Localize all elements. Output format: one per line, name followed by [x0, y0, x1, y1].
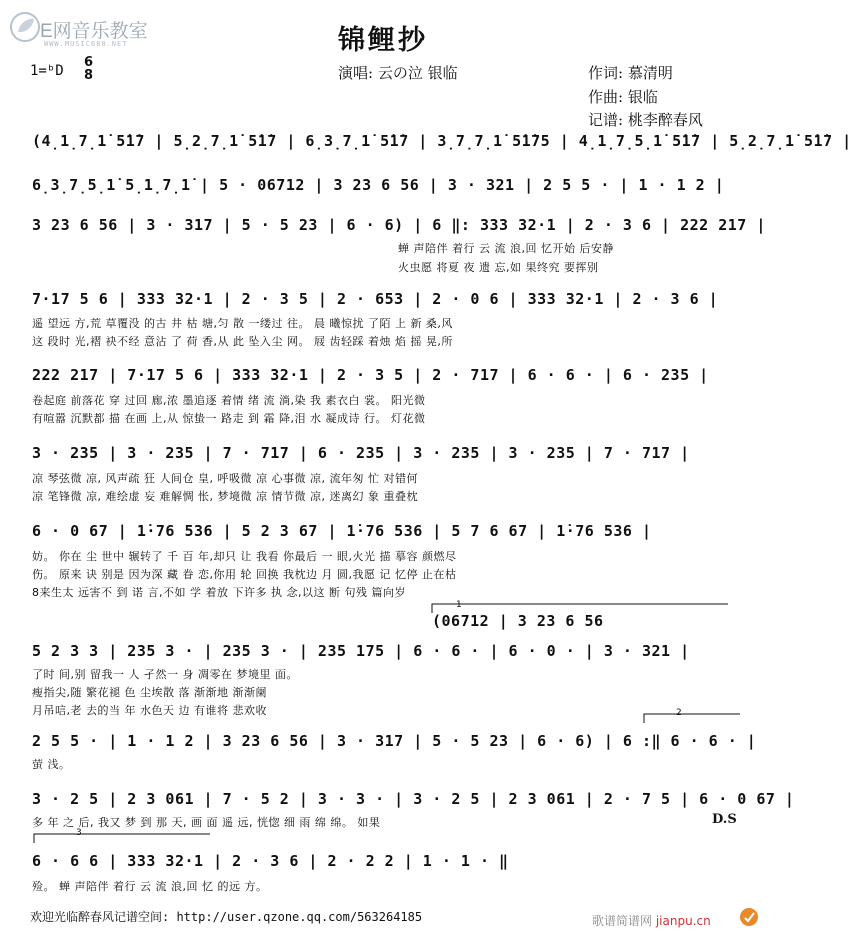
logo-text: E网音乐教室	[40, 21, 148, 42]
lyric-row-11: 殓。 蝉 声陪伴 着行 云 流 浪,回 忆 的远 方。	[32, 880, 268, 893]
music-row-2: 6̣3̣7̣5̣1̇ 5̣1̣7̣1̇ | 5 · 06712 | 3 23 6 56 | 3 · 321 | 2 5 5 · | 1 · 1 2 |	[32, 176, 725, 194]
time-sig-top: 6	[84, 55, 94, 70]
lyricist: 作词: 慕清明	[588, 64, 673, 82]
watermark-url: jianpu.cn	[655, 914, 711, 928]
lyric-row-8-verse-3: 月吊唁,老 去的当 年 水色天 边 有谁将 悲欢收	[32, 704, 267, 717]
music-row-6: 3 · 235 | 3 · 235 | 7 · 717 | 6 · 235 | 3 · 235 | 3 · 235 | 7 · 717 |	[32, 444, 690, 462]
lyric-row-7-verse-2: 伤。 原来 诀 别是 因为深 藏 眷 恋,你用 轮 回换 我枕边 月 圆,我愿 记 忆停 止在枯	[32, 568, 457, 581]
composer: 作曲: 银临	[588, 88, 658, 106]
ds-marker: D.S	[712, 812, 737, 827]
music-row-8: 5 2 3 3 | 235 3 · | 235 3 · | 235 175 | 6 · 6 · | 6 · 0 · | 3 · 321 |	[32, 642, 690, 660]
lyric-row-3-verse-2: 火虫愿 将夏 夜 遗 忘,如 果终究 要挥别	[398, 261, 599, 274]
lyric-row-6-verse-1: 凉 琴弦微 凉, 风声疏 狂 人间仓 皇, 呼吸微 凉 心事微 凉, 流年匆 忙 对错何	[32, 472, 418, 485]
transcriber: 记谱: 桃李醉春风	[588, 111, 703, 129]
volta-label-2: 2	[676, 708, 682, 718]
music-row-5: 222 217 | 7·17 5 6 | 333 32·1 | 2 · 3 5 | 2 · 717 | 6 · 6 · | 6 · 235 |	[32, 366, 709, 384]
music-row-9: 2 5 5 · | 1 · 1 2 | 3 23 6 56 | 3 · 317 | 5 · 5 23 | 6 · 6) | 6 :‖ 6 · 6 · |	[32, 732, 757, 750]
music-row-10: 3 · 2 5 | 2 3 061 | 7 · 5 2 | 3 · 3 · | 3 · 2 5 | 2 3 061 | 2 · 7 5 | 6 · 0 67 |	[32, 790, 795, 808]
watermark	[592, 912, 711, 929]
lyric-row-8-verse-1: 了时 间,别 留我一 人 孑然一 身 凋零在 梦境里 面。	[32, 668, 298, 681]
song-title: 锦鲤抄	[338, 25, 428, 56]
lyric-row-10: 多 年 之 后, 我又 梦 到 那 天, 画 面 遥 远, 恍惚 细 雨 绵 绵。 如果	[32, 816, 381, 829]
lyric-row-8-verse-2: 瘦指尖,随 繁花褪 色 尘埃散 落 渐渐地 渐渐阑	[32, 686, 267, 699]
volta-bracket-2	[642, 710, 742, 724]
logo-url: WWW.MUSIC688.NET	[44, 40, 128, 48]
time-signature	[84, 56, 93, 82]
pickup-fragment: (06712 | 3 23 6 56	[432, 612, 604, 630]
lyric-row-3-verse-1: 蝉 声陪伴 着行 云 流 浪,回 忆开始 后安静	[398, 242, 614, 255]
music-row-3: 3 23 6 56 | 3 · 317 | 5 · 5 23 | 6 · 6) | 6 ‖: 333 32·1 | 2 · 3 6 | 222 217 |	[32, 216, 766, 234]
lyric-row-4-verse-2: 这 段时 光,褶 袂不经 意沾 了 荷 香,从 此 坠入尘 网。 屐 齿轻踩 着烛 焰 摇 晃,所	[32, 335, 453, 348]
lyric-row-7-verse-3: 8来生太 远害不 到 诺 言,不如 学 着放 下许多 执 念,以这 断 句残 篇向岁	[32, 586, 406, 599]
volta-label-1: 1	[456, 600, 462, 610]
lyric-row-5-verse-1: 卷起庭 前落花 穿 过回 廊,浓 墨追逐 着情 绪 流 淌,染 我 素衣白 裳。 阳光微	[32, 394, 426, 407]
watermark-text: 歌谱简谱网	[592, 914, 653, 928]
music-row-7: 6 · 0 67 | 1̇·76 536 | 5 2 3 67 | 1̇·76 536 | 5 7 6 67 | 1̇·76 536 |	[32, 522, 652, 540]
volta-bracket-3	[32, 830, 212, 844]
lyric-row-7-verse-1: 妨。 你在 尘 世中 辗转了 千 百 年,却只 让 我看 你最后 一 眼,火光 描 摹容 颜燃尽	[32, 550, 457, 563]
music-row-11: 6 · 6 6 | 333 32·1 | 2 · 3 6 | 2 · 2 2 | 1 · 1 · ‖	[32, 852, 509, 870]
music-row-1: (4̣1̣7̣1̇ 5̇1̇7 | 5̣2̣7̣1̇ 5̇1̇7 | 6̣3̣7̣1̇ 5̇1̇7 | 3̣7̣7̣1̇ 5̇1̇75 | 4̣1̣7̣5̣1̇ 5̇1̇7 | 5̣2̣7̣1̇ 5̇1̇7 |	[32, 132, 852, 150]
time-sig-bottom: 8	[84, 68, 94, 83]
key-signature: 1=ᵇD	[30, 63, 64, 79]
lyric-row-6-verse-2: 凉 笔锋微 凉, 难绘虚 妄 难解惆 怅, 梦境微 凉 情节微 凉, 迷离幻 象 重叠枕	[32, 490, 418, 503]
singers: 演唱: 云の泣 银临	[338, 64, 458, 82]
lyric-row-5-verse-2: 有喧嚣 沉默都 描 在画 上,从 惊蛰一 路走 到 霜 降,泪 水 凝成诗 行。 灯花微	[32, 412, 426, 425]
music-row-4: 7·17 5 6 | 333 32·1 | 2 · 3 5 | 2 · 653 | 2 · 0 6 | 333 32·1 | 2 · 3 6 |	[32, 290, 719, 308]
lyric-row-4-verse-1: 遥 望远 方,荒 草覆没 的古 井 枯 塘,匀 散 一缕过 往。 晨 曦惊扰 了陌 上 新 桑,风	[32, 317, 453, 330]
lyric-row-9: 萤 浅。	[32, 758, 71, 771]
footer-text: 欢迎光临醉春风记谱空间: http://user.qzone.qq.com/563264185	[30, 910, 423, 924]
watermark-logo-icon	[738, 906, 760, 928]
volta-label-3: 3	[76, 828, 82, 838]
